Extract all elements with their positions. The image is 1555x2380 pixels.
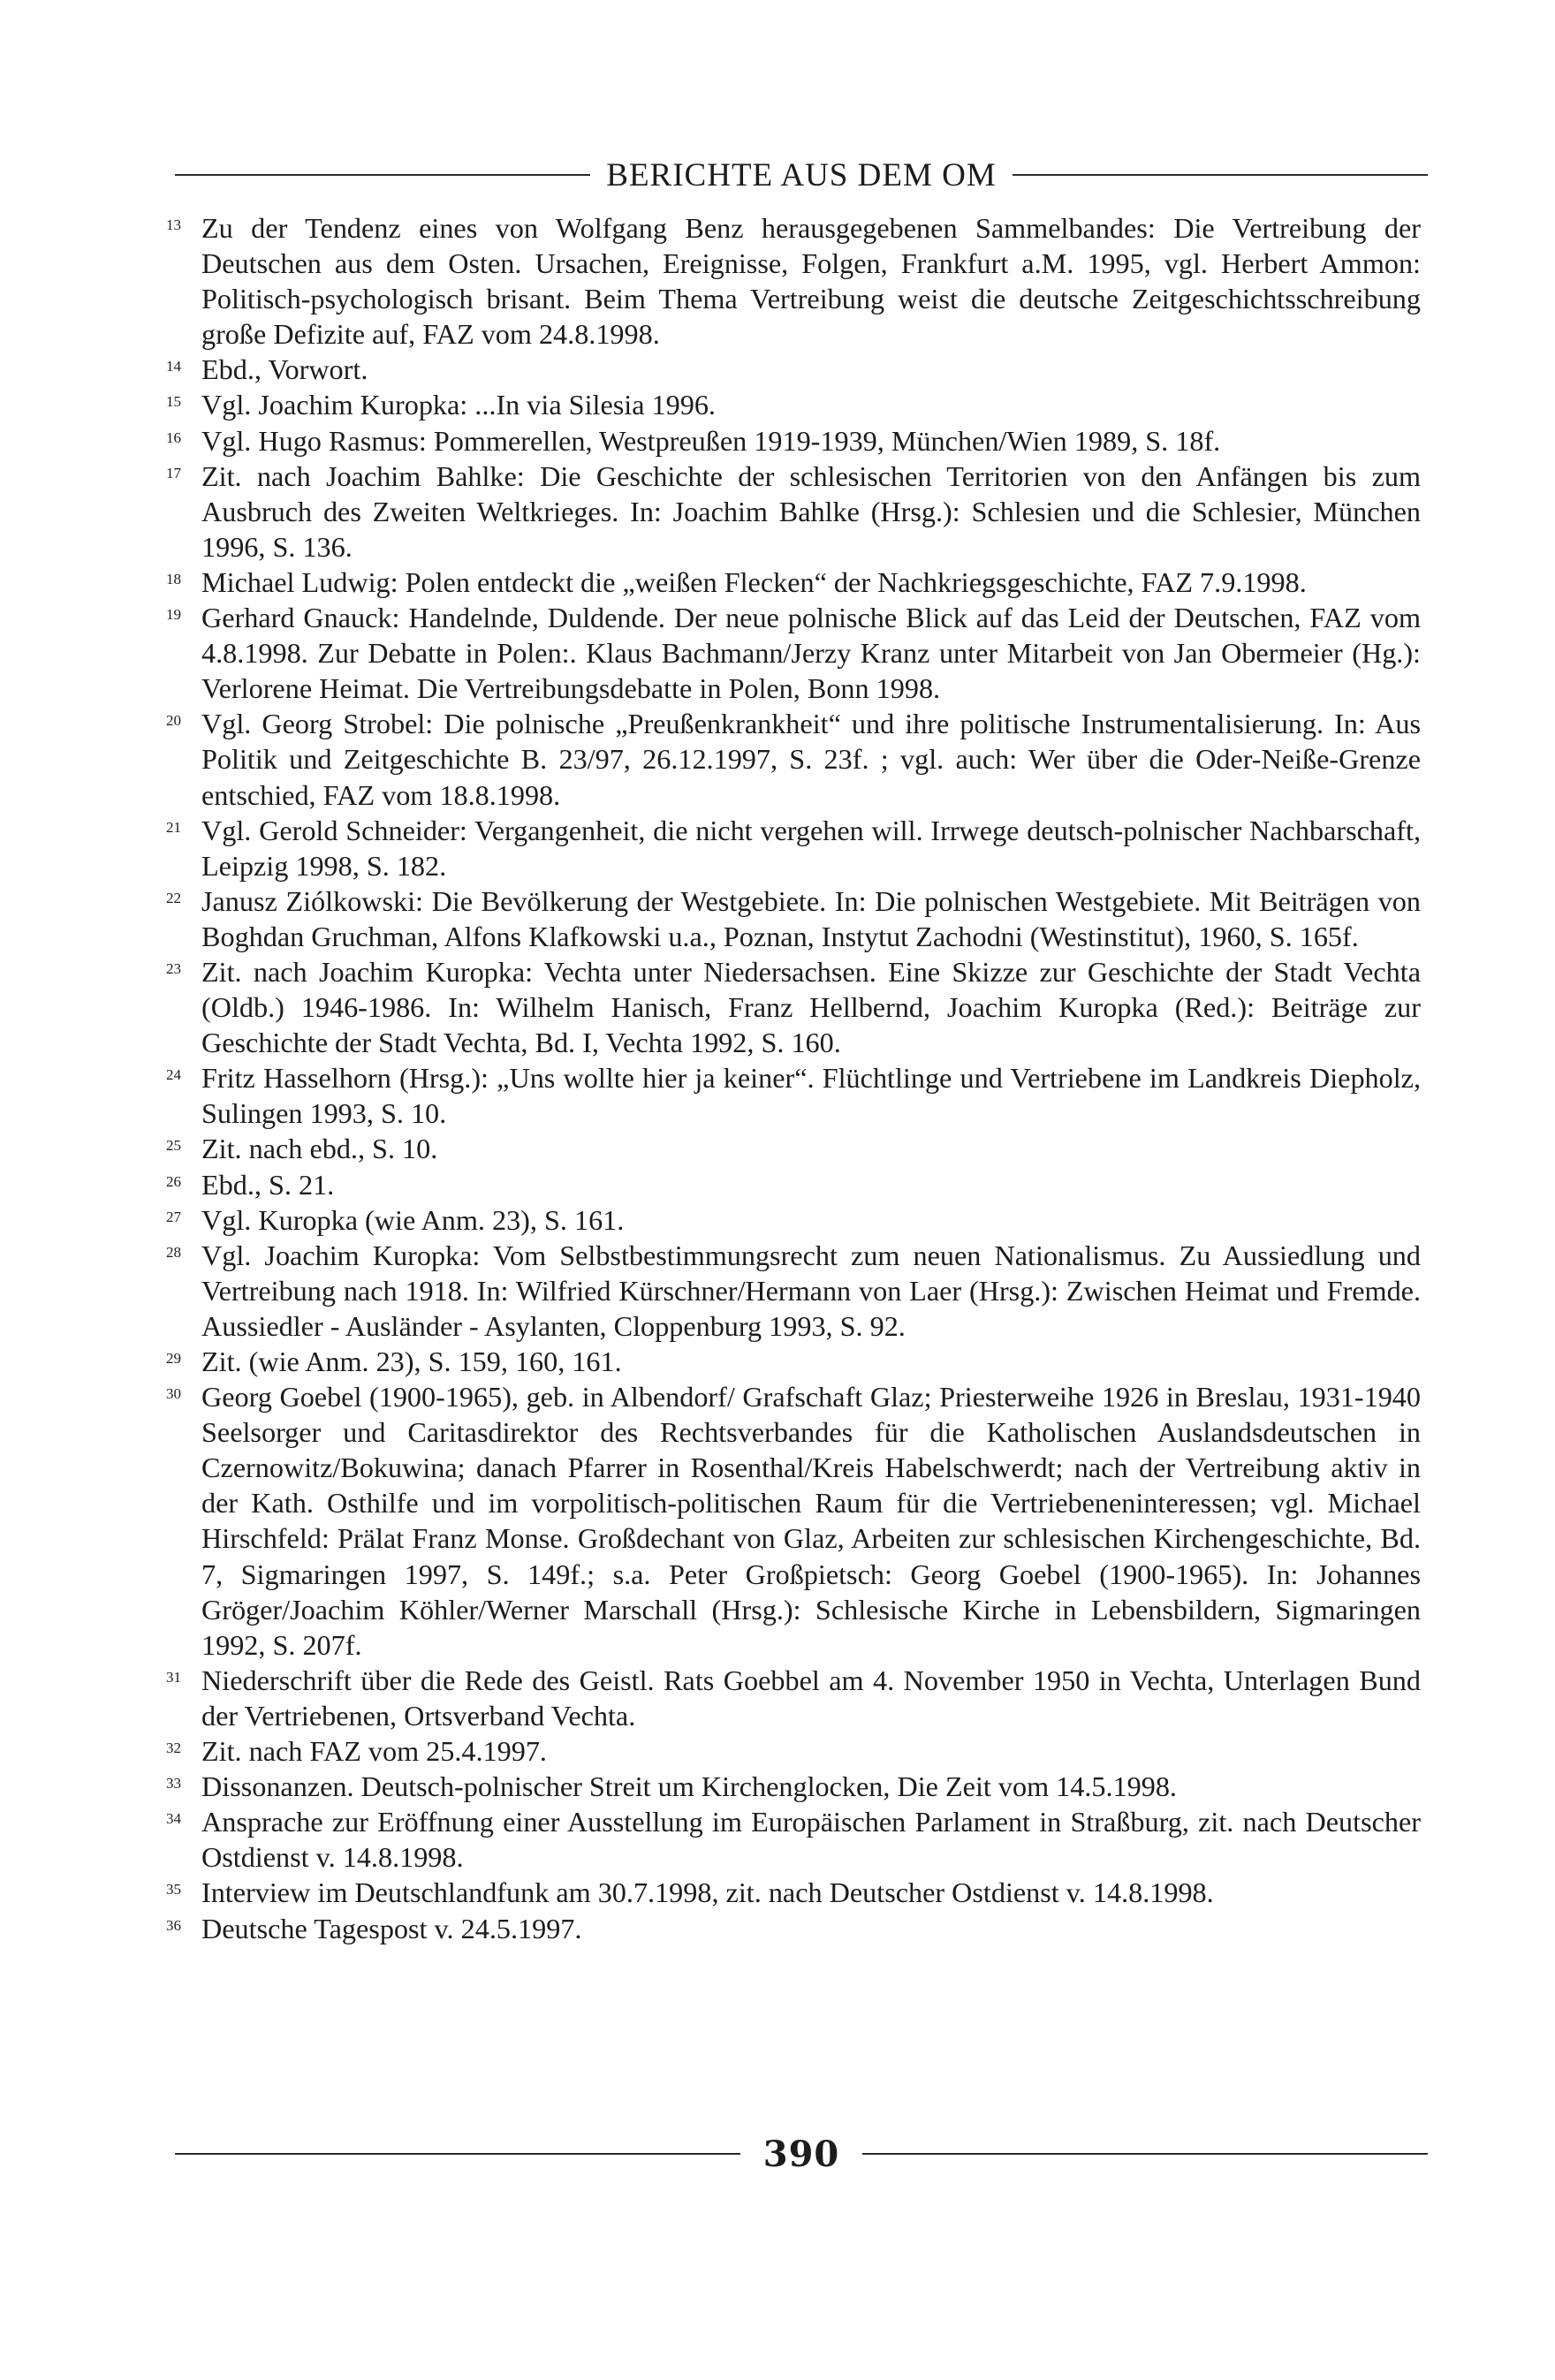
header-rule-right xyxy=(1013,174,1428,176)
footnote-20 xyxy=(166,706,1421,812)
footnote-text: Niederschrift über die Rede des Geistl. Rats Goebbel am 4. November 1950 in Vechta, Unterlagen Bund der Vertriebenen, Ortsverband Vechta. xyxy=(201,1664,1421,1732)
footnote-number: 32 xyxy=(166,1740,181,1757)
footnote-number: 29 xyxy=(166,1350,181,1367)
footnote-number: 18 xyxy=(166,570,181,587)
footnote-number: 31 xyxy=(166,1668,181,1686)
footnote-text: Georg Goebel (1900-1965), geb. in Albendorf/ Grafschaft Glaz; Priesterweihe 1926 in Breslau, 1931-1940 Seelsorger und Caritasdirektor des Rechtsverbandes für die Katholischen Auslandsdeutschen in Czernowitz/Bokuwina; danach Pfarrer in Rosenthal/Kreis Habelschwerdt; nach der Vertreibung aktiv in der Kath. Osthilfe und im vorpolitisch-politischen Raum für die Vertriebeneninteressen; vgl. Michael Hirschfeld: Prälat Franz Monse. Großdechant von Glaz, Arbeiten zur schlesischen Kirchengeschichte, Bd. 7, Sigmaringen 1997, S. 149f.; s.a. Peter Großpietsch: Georg Goebel (1900-1965). In: Johannes Gröger/Joachim Köhler/Werner Marschall (Hrsg.): Schlesische Kirche in Lebensbildern, Sigmaringen 1992, S. 207f. xyxy=(201,1381,1421,1661)
footer-rule-left xyxy=(175,2153,740,2155)
footnote-text: Zit. nach Joachim Kuropka: Vechta unter Niedersachsen. Eine Skizze zur Geschichte der Stadt Vechta (Oldb.) 1946-1986. In: Wilhelm Hanisch, Franz Hellbernd, Joachim Kuropka (Red.): Beiträge zur Geschichte der Stadt Vechta, Bd. I, Vechta 1992, S. 160. xyxy=(201,955,1421,1059)
footnote-number: 17 xyxy=(166,464,181,481)
footnote-text: Gerhard Gnauck: Handelnde, Duldende. Der neue polnische Blick auf das Leid der Deutschen, FAZ vom 4.8.1998. Zur Debatte in Polen:. Klaus Bachmann/Jerzy Kranz unter Mitarbeit von Jan Obermeier (Hg.): Verlorene Heimat. Die Vertreibungsdebatte in Polen, Bonn 1998. xyxy=(201,602,1421,705)
footnote-number: 16 xyxy=(166,428,181,446)
footnote-13 xyxy=(166,210,1421,352)
footnote-text: Ebd., S. 21. xyxy=(201,1168,335,1201)
footnote-number: 26 xyxy=(166,1172,181,1190)
footnote-26 xyxy=(166,1167,1421,1202)
footnote-text: Ansprache zur Eröffnung einer Ausstellung im Europäischen Parlament in Straßburg, zit. nach Deutscher Ostdienst v. 14.8.1998. xyxy=(201,1806,1421,1874)
footnote-number: 35 xyxy=(166,1881,181,1899)
footnote-number: 28 xyxy=(166,1243,181,1261)
footnote-32 xyxy=(166,1733,1421,1769)
footnote-number: 33 xyxy=(166,1775,181,1793)
footnote-number: 13 xyxy=(166,216,181,233)
footnote-text: Vgl. Joachim Kuropka: Vom Selbstbestimmungsrecht zum neuen Nationalismus. Zu Aussiedlung und Vertreibung nach 1918. In: Wilfried Kürschner/Hermann von Laer (Hrsg.): Zwischen Heimat und Fremde. Aussiedler - Ausländer - Asylanten, Cloppenburg 1993, S. 92. xyxy=(201,1239,1421,1342)
footnote-list xyxy=(166,210,1421,1946)
footnote-text: Vgl. Gerold Schneider: Vergangenheit, die nicht vergehen will. Irrwege deutsch-polnischer Nachbarschaft, Leipzig 1998, S. 182. xyxy=(201,814,1421,882)
footnote-text: Vgl. Joachim Kuropka: ...In via Silesia 1996. xyxy=(201,389,716,421)
footnote-22 xyxy=(166,883,1421,954)
footnote-30 xyxy=(166,1379,1421,1663)
footer-rule-right xyxy=(862,2153,1428,2155)
footnote-number: 21 xyxy=(166,818,181,836)
footnote-text: Dissonanzen. Deutsch-polnischer Streit um Kirchenglocken, Die Zeit vom 14.5.1998. xyxy=(201,1770,1177,1803)
footnote-number: 14 xyxy=(166,358,181,375)
footnote-text: Vgl. Georg Strobel: Die polnische „Preußenkrankheit“ und ihre politische Instrumentalisierung. In: Aus Politik und Zeitgeschichte B. 23/97, 26.12.1997, S. 23f. ; vgl. auch: Wer über die Oder-Neiße-Grenze entschied, FAZ vom 18.8.1998. xyxy=(201,708,1421,811)
footnote-text: Ebd., Vorwort. xyxy=(201,353,368,386)
footnote-34 xyxy=(166,1804,1421,1875)
footnote-19 xyxy=(166,600,1421,706)
footnote-14 xyxy=(166,352,1421,387)
footnote-text: Zit. (wie Anm. 23), S. 159, 160, 161. xyxy=(201,1345,622,1377)
running-header-title: BERICHTE AUS DEM OM xyxy=(606,156,997,193)
footnote-33 xyxy=(166,1769,1421,1804)
footnote-text: Zit. nach FAZ vom 25.4.1997. xyxy=(201,1735,547,1768)
footnote-number: 30 xyxy=(166,1385,181,1403)
running-header xyxy=(175,148,1428,201)
footnote-number: 19 xyxy=(166,606,181,624)
footnote-number: 20 xyxy=(166,712,181,730)
footnote-text: Janusz Ziólkowski: Die Bevölkerung der Westgebiete. In: Die polnischen Westgebiete. Mit Beiträgen von Boghdan Gruchman, Alfons Klafkowski u.a., Poznan, Instytut Zachodni (Westinstitut), 1960, S. 165f. xyxy=(201,884,1421,952)
footnote-23 xyxy=(166,954,1421,1060)
footnote-number: 36 xyxy=(166,1916,181,1934)
footnote-number: 24 xyxy=(166,1066,181,1084)
footnote-15 xyxy=(166,387,1421,422)
footnote-27 xyxy=(166,1202,1421,1238)
footnote-text: Deutsche Tagespost v. 24.5.1997. xyxy=(201,1912,582,1944)
footnote-17 xyxy=(166,459,1421,565)
footnote-31 xyxy=(166,1663,1421,1733)
footnote-number: 15 xyxy=(166,393,181,411)
footnote-text: Zu der Tendenz eines von Wolfgang Benz herausgegebenen Sammelbandes: Die Vertreibung der Deutschen aus dem Osten. Ursachen, Ereignisse, Folgen, Frankfurt a.M. 1995, vgl. Herbert Ammon: Politisch-psychologisch brisant. Beim Thema Vertreibung weist die deutsche Zeitgeschichtsschreibung große Defizite auf, FAZ vom 24.8.1998. xyxy=(201,212,1421,351)
footnote-29 xyxy=(166,1344,1421,1379)
footnote-36 xyxy=(166,1911,1421,1946)
footnote-text: Vgl. Kuropka (wie Anm. 23), S. 161. xyxy=(201,1203,625,1236)
footnote-text: Vgl. Hugo Rasmus: Pommerellen, Westpreußen 1919-1939, München/Wien 1989, S. 18f. xyxy=(201,424,1221,457)
header-rule-left xyxy=(175,174,590,176)
footnote-25 xyxy=(166,1131,1421,1166)
footnote-text: Zit. nach ebd., S. 10. xyxy=(201,1133,438,1165)
footnote-number: 27 xyxy=(166,1208,181,1225)
footnote-21 xyxy=(166,813,1421,883)
footnote-number: 34 xyxy=(166,1810,181,1828)
footnote-text: Zit. nach Joachim Bahlke: Die Geschichte der schlesischen Territorien von den Anfängen bis zum Ausbruch des Zweiten Weltkrieges. In: Joachim Bahlke (Hrsg.): Schlesien und die Schlesier, München 1996, S. 136. xyxy=(201,459,1421,563)
footnote-35 xyxy=(166,1875,1421,1910)
footnote-number: 22 xyxy=(166,889,181,906)
page-footer xyxy=(175,2127,1428,2180)
footnote-number: 23 xyxy=(166,959,181,977)
footnote-24 xyxy=(166,1060,1421,1131)
footnote-text: Fritz Hasselhorn (Hrsg.): „Uns wollte hier ja keiner“. Flüchtlinge und Vertriebene im Landkreis Diepholz, Sulingen 1993, S. 10. xyxy=(201,1062,1421,1130)
page-number: 390 xyxy=(762,2133,840,2175)
footnote-number: 25 xyxy=(166,1137,181,1155)
footnote-text: Michael Ludwig: Polen entdeckt die „weißen Flecken“ der Nachkriegsgeschichte, FAZ 7.9.1998. xyxy=(201,565,1307,598)
footnote-16 xyxy=(166,423,1421,459)
footnote-28 xyxy=(166,1238,1421,1344)
footnote-text: Interview im Deutschlandfunk am 30.7.1998, zit. nach Deutscher Ostdienst v. 14.8.1998. xyxy=(201,1876,1214,1909)
footnote-18 xyxy=(166,565,1421,600)
